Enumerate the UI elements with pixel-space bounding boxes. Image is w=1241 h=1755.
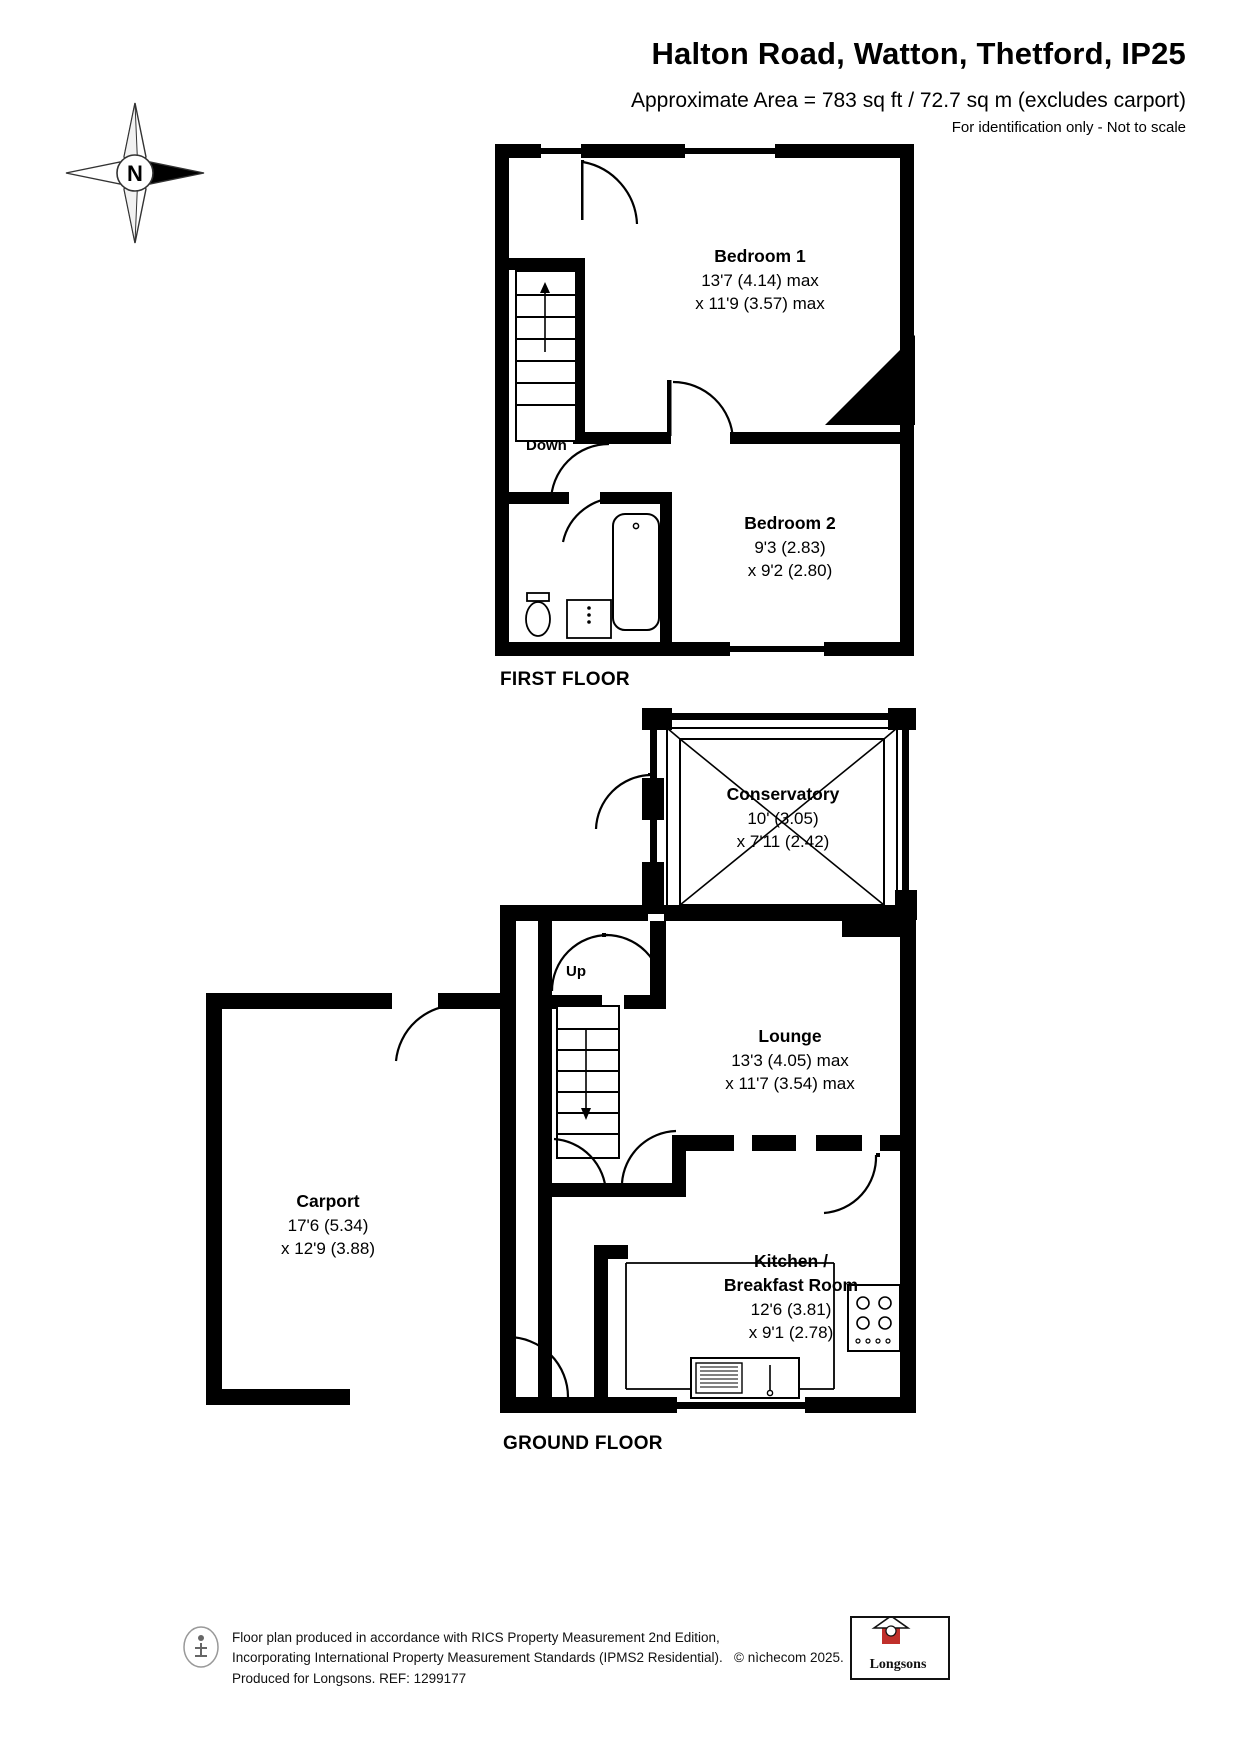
wall-hall-lintel-right: [624, 995, 666, 1009]
wall-exterior-bottom-left: [495, 642, 600, 656]
bathtub-icon: [611, 512, 663, 634]
door-front-entrance-icon: [506, 1335, 570, 1399]
wall-lounge-bottom-right: [686, 1135, 734, 1151]
room-name-kitchen-line2: Breakfast Room: [723, 1274, 859, 1295]
disclaimer-text: For identification only - Not to scale: [951, 119, 1186, 136]
room-name-bedroom-2: Bedroom 2: [744, 513, 836, 533]
wall-lounge-bottom-right3: [816, 1135, 862, 1151]
room-dim2-carport: x 12'9 (3.88): [281, 1238, 375, 1258]
room-dim1-bedroom-2: 9'3 (2.83): [754, 537, 826, 557]
toilet-icon: [521, 592, 555, 640]
footer-line-1: Floor plan produced in accordance with RICS Property Measurement 2nd Edition,: [232, 1630, 720, 1645]
room-dim1-conservatory: 10' (3.05): [747, 808, 819, 828]
wall-exterior-top-right: [775, 144, 914, 158]
wall-kitchen-left-top: [594, 1245, 628, 1259]
wall-ground-bottom-window: [677, 1402, 805, 1409]
door-carport-icon: [390, 1003, 462, 1065]
wall-conservatory-right-glass: [902, 730, 909, 914]
room-label-conservatory: [670, 783, 896, 853]
room-dim2-bedroom-2: x 9'2 (2.80): [747, 560, 833, 580]
room-dim1-bedroom-1: 13'7 (4.14) max: [701, 270, 819, 290]
wall-window-bottom: [730, 646, 824, 652]
wall-lounge-bottom-right2: [752, 1135, 796, 1151]
wall-carport-bottom: [206, 1389, 350, 1405]
room-name-kitchen-line1: Kitchen /: [754, 1251, 828, 1271]
first-floor-plan: [495, 140, 925, 670]
north-compass-icon: [60, 95, 210, 250]
wall-ground-bottom-mid: [624, 1397, 677, 1413]
wall-carport-top-right: [438, 993, 510, 1009]
ground-floor-plan: [180, 705, 925, 1435]
footer-copyright: © nìchecom 2025.: [734, 1650, 844, 1666]
room-label-bedroom-2: [670, 512, 910, 582]
door-rear-right-icon: [820, 1153, 880, 1217]
wall-chamfer-corner: [825, 335, 915, 425]
wall-carport-top: [206, 993, 392, 1009]
wall-ground-left-upper: [500, 905, 516, 1005]
footer-line-2: Incorporating International Property Measurement Standards (IPMS2 Residential).: [232, 1650, 723, 1666]
door-kitchen-lounge-icon: [618, 1129, 680, 1187]
wall-conservatory-left-glass: [650, 730, 657, 778]
room-dim2-conservatory: x 7'11 (2.42): [736, 831, 830, 851]
info-person-icon: [182, 1626, 220, 1668]
room-dim2-lounge: x 11'7 (3.54) max: [725, 1073, 855, 1093]
wall-window-top-1: [541, 148, 581, 154]
svg-text:N: N: [127, 161, 143, 186]
room-name-bedroom-1: Bedroom 1: [714, 246, 806, 266]
wall-exterior-bottom-right: [824, 642, 914, 656]
approximate-area-text: Approximate Area = 783 sq ft / 72.7 sq m (excludes carport): [630, 89, 1186, 112]
kitchen-sink-icon: [690, 1357, 800, 1399]
stair-direction-arrow-down-icon: [578, 1030, 594, 1120]
wall-interior-bedroom2-divider: [730, 432, 900, 444]
wall-ground-top-right: [842, 905, 916, 921]
wall-kitchen-left: [594, 1245, 608, 1397]
svg-text:Longsons: Longsons: [869, 1657, 927, 1672]
longsons-logo: [850, 1616, 950, 1680]
door-hall-to-kitchen-icon: [552, 1137, 610, 1197]
wall-window-top-2: [685, 148, 775, 154]
room-label-bedroom-1: [640, 245, 880, 315]
floor-caption-first: FIRST FLOOR: [500, 669, 630, 690]
door-conservatory-icon: [592, 773, 654, 833]
room-dim2-kitchen: x 9'1 (2.78): [748, 1322, 834, 1342]
wall-ground-top-left: [500, 905, 648, 921]
room-dim1-kitchen: 12'6 (3.81): [750, 1299, 832, 1319]
wall-lounge-bottom-right4: [880, 1135, 916, 1151]
footer-line-3: Produced for Longsons. REF: 1299177: [232, 1670, 467, 1686]
sink-icon: [565, 598, 613, 640]
wall-ground-bottom-left: [500, 1397, 624, 1413]
door-bedroom2-icon: [667, 380, 735, 442]
wall-ground-right: [900, 921, 916, 1413]
wall-exterior-left-upper: [495, 144, 509, 496]
page-title: Halton Road, Watton, Thetford, IP25: [651, 36, 1186, 71]
stair-direction-arrow-up-icon: [537, 282, 553, 352]
footer-text: [232, 1628, 844, 1689]
wall-exterior-top-mid: [581, 144, 685, 158]
room-label-kitchen: [680, 1250, 902, 1344]
door-bedroom1-icon: [581, 158, 641, 228]
wall-exterior-bottom-mid: [600, 642, 730, 656]
room-name-carport: Carport: [296, 1191, 360, 1211]
room-dim1-lounge: 13'3 (4.05) max: [731, 1050, 849, 1070]
wall-conservatory-glass-top: [672, 713, 888, 720]
room-dim2-bedroom-1: x 11'9 (3.57) max: [695, 293, 825, 313]
room-label-lounge: [680, 1025, 900, 1095]
door-lounge-icon: [602, 933, 666, 995]
floor-caption-ground: GROUND FLOOR: [503, 1433, 663, 1454]
wall-exterior-left-lower: [495, 496, 509, 656]
stair-label-up: Up: [566, 963, 586, 980]
room-label-carport: [218, 1190, 438, 1260]
wall-ground-bottom-right: [805, 1397, 916, 1413]
wall-ground-top-mid: [664, 905, 842, 921]
stair-label-down: Down: [526, 437, 567, 454]
room-dim1-carport: 17'6 (5.34): [287, 1215, 369, 1235]
room-name-lounge: Lounge: [758, 1026, 822, 1046]
room-name-conservatory: Conservatory: [726, 784, 840, 804]
